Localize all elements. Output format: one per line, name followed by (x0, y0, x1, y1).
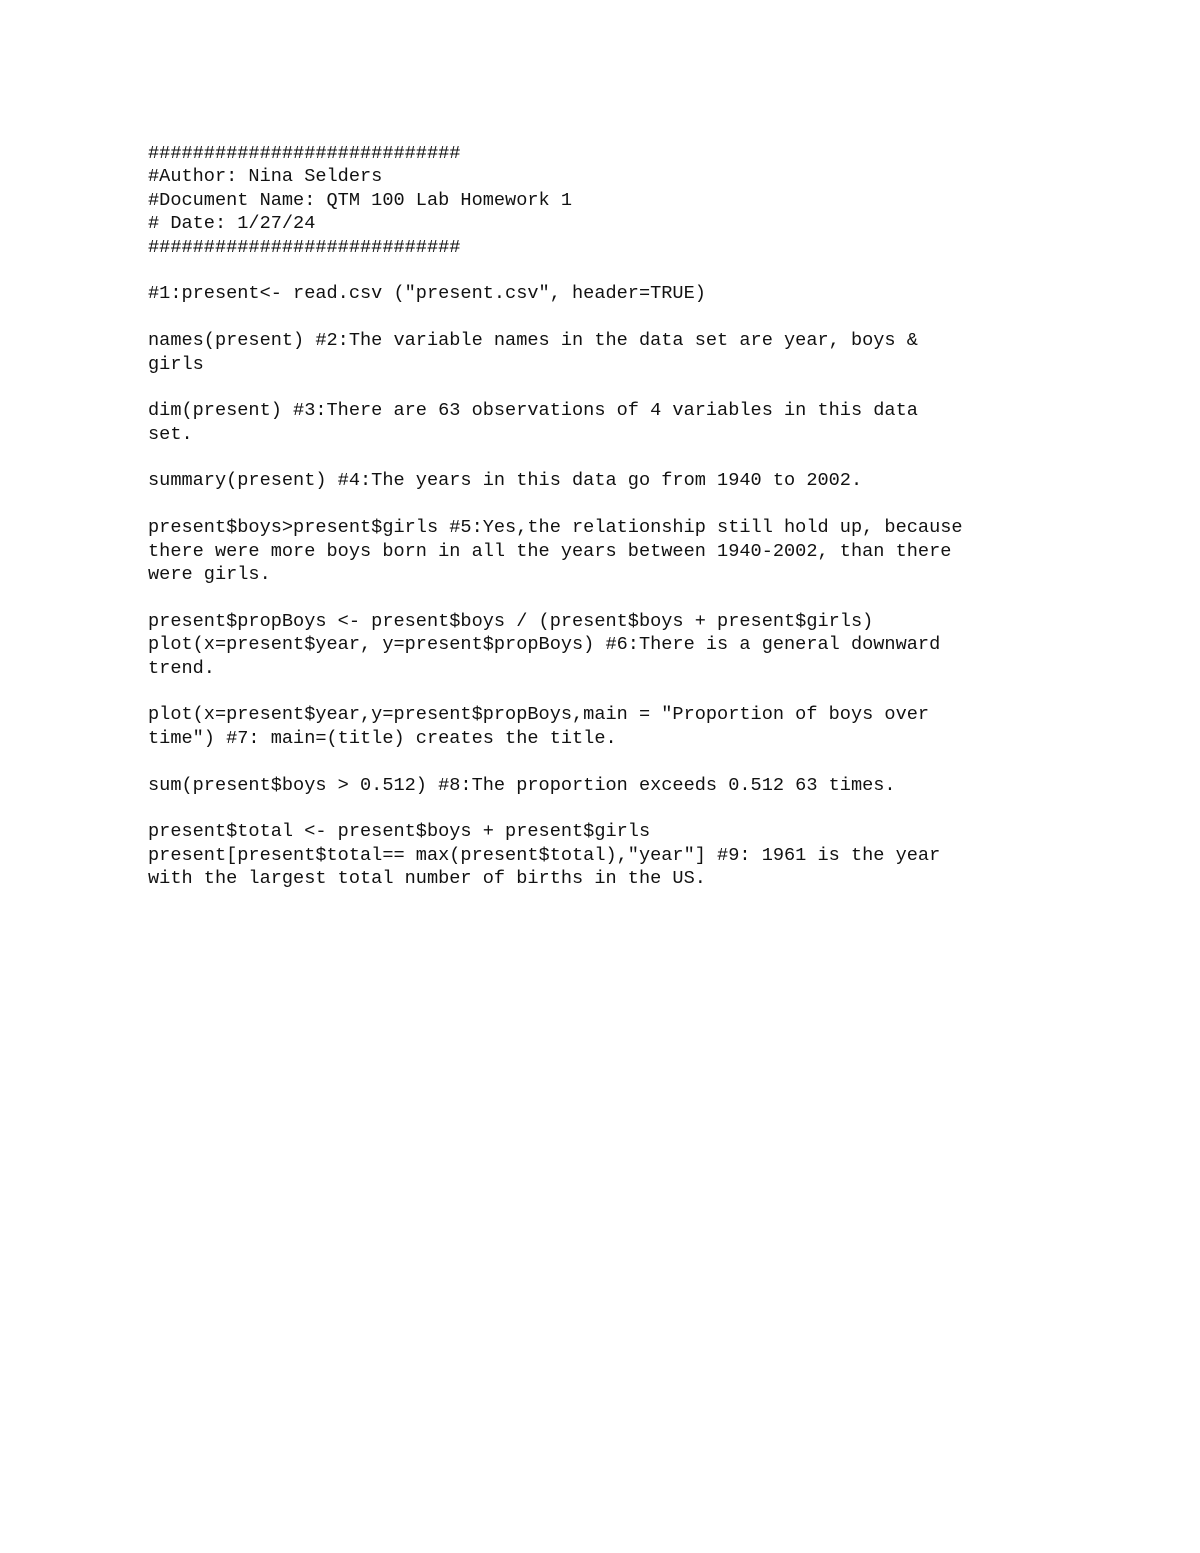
answer-5-line-1: present$boys>present$girls #5:Yes,the relationship still hold up, because (148, 517, 963, 539)
answer-3-line-1: dim(present) #3:There are 63 observations of 4 variables in this data (148, 400, 918, 422)
answer-2-line-1: names(present) #2:The variable names in the data set are year, boys & (148, 330, 918, 352)
answer-6-line-2: plot(x=present$year, y=present$propBoys) #6:There is a general downward (148, 634, 941, 656)
author-line: #Author: Nina Selders (148, 166, 383, 188)
blank-line (148, 586, 1108, 609)
blank-line (148, 493, 1108, 516)
blank-line (148, 797, 1108, 820)
answer-4-line: summary(present) #4:The years in this data go from 1940 to 2002. (148, 470, 863, 492)
answer-2-line-2: girls (148, 353, 204, 375)
answer-5-line-2: there were more boys born in all the years between 1940-2002, than there (148, 540, 952, 562)
date-line: # Date: 1/27/24 (148, 213, 316, 235)
blank-line (148, 750, 1108, 773)
answer-6-line-3: trend. (148, 657, 215, 679)
blank-line (148, 306, 1108, 329)
answer-1-line: #1:present<- read.csv ("present.csv", header=TRUE) (148, 283, 706, 305)
answer-5-line-3: were girls. (148, 564, 271, 586)
answer-7-line-1: plot(x=present$year,y=present$propBoys,main = "Proportion of boys over (148, 704, 930, 726)
blank-line (148, 259, 1108, 282)
answer-3-line-2: set. (148, 423, 193, 445)
answer-8-line: sum(present$boys > 0.512) #8:The proportion exceeds 0.512 63 times. (148, 774, 896, 796)
answer-9-line-3: with the largest total number of births in the US. (148, 868, 706, 890)
answer-6-line-1: present$propBoys <- present$boys / (present$boys + present$girls) (148, 610, 874, 632)
answer-7-line-2: time") #7: main=(title) creates the title. (148, 727, 617, 749)
header-rule-bottom: ############################ (148, 236, 461, 258)
header-rule-top: ############################ (148, 143, 461, 164)
answer-9-line-1: present$total <- present$boys + present$girls (148, 821, 651, 843)
blank-line (148, 376, 1108, 399)
document-name-line: #Document Name: QTM 100 Lab Homework 1 (148, 189, 573, 211)
blank-line (148, 680, 1108, 703)
blank-line (148, 446, 1108, 469)
document-text (148, 142, 1108, 891)
answer-9-line-2: present[present$total== max(present$total),"year"] #9: 1961 is the year (148, 844, 941, 866)
